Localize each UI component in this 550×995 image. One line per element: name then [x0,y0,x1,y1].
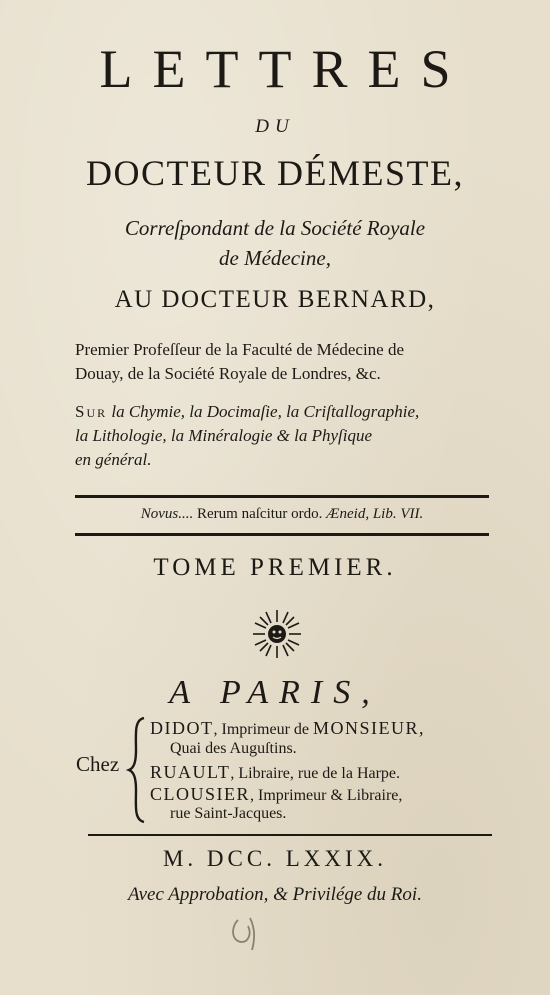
publisher-clousier-text: , Imprimeur & Libraire, [250,787,403,804]
rule-top [75,495,489,498]
brace-ornament-icon [126,716,148,824]
correspondent-line-2: de Médecine, [219,246,331,270]
publisher-clousier-address: rue Saint-Jacques. [170,805,287,822]
publisher-didot-text: , Imprimeur de [213,721,314,738]
recipient-name: AU DOCTEUR BERNARD, [114,286,436,313]
professor-line-2: Douay, de la Société Royale de Londres, &c. [75,364,381,383]
professor-description [75,338,495,386]
publisher-ruault-name: RUAULT [150,762,231,782]
subject-initial: Sur [75,402,108,421]
subject-line-3: en général. [75,450,152,469]
motto [75,506,489,523]
publisher-ruault-text: , Libraire, rue de la Harpe. [230,765,401,782]
motto-novus: Novus.... [140,506,194,522]
volume-label: TOME PREMIER. [153,554,397,581]
motto-rerum: Rerum naſcitur ordo. [193,506,327,522]
subject-line-2: la Lithologie, la Minéralogie & la Phyſique [75,426,372,445]
publisher-clousier-name: CLOUSIER [150,784,251,804]
rule-imprint [88,834,492,836]
professor-line-1: Premier Profeſſeur de la Faculté de Médecine de [75,340,405,359]
publisher-clousier [150,784,402,805]
handwritten-mark-icon [226,912,270,956]
publication-year: M. DCC. LXXIX. [162,846,388,871]
subject-line-1 [75,400,495,424]
publisher-didot-address: Quai des Auguſtins. [170,740,297,757]
rule-bottom [75,533,489,536]
publisher-didot [150,718,425,739]
correspondent-line-1: Correſpondant de la Société Royale [124,216,426,240]
publisher-didot-patron: MONSIEUR, [313,718,426,738]
approbation-line: Avec Approbation, & Privilége du Roi. [128,884,422,905]
author-name: DOCTEUR DÉMESTE, [86,153,464,193]
title-du: DU [255,116,295,137]
book-title: LETTRES [99,39,471,99]
publisher-ruault [150,762,400,783]
publisher-didot-name: DIDOT [150,718,214,738]
fleuron-ornament-icon [251,608,303,660]
subject-description [75,400,495,472]
subject-line-1-text: la Chymie, la Docimaſie, la Criſtallographie, [107,402,420,421]
motto-source: Æneid, Lib. VII. [326,506,424,522]
chez-label: Chez [76,752,120,776]
imprint-city: A PARIS, [169,674,381,711]
